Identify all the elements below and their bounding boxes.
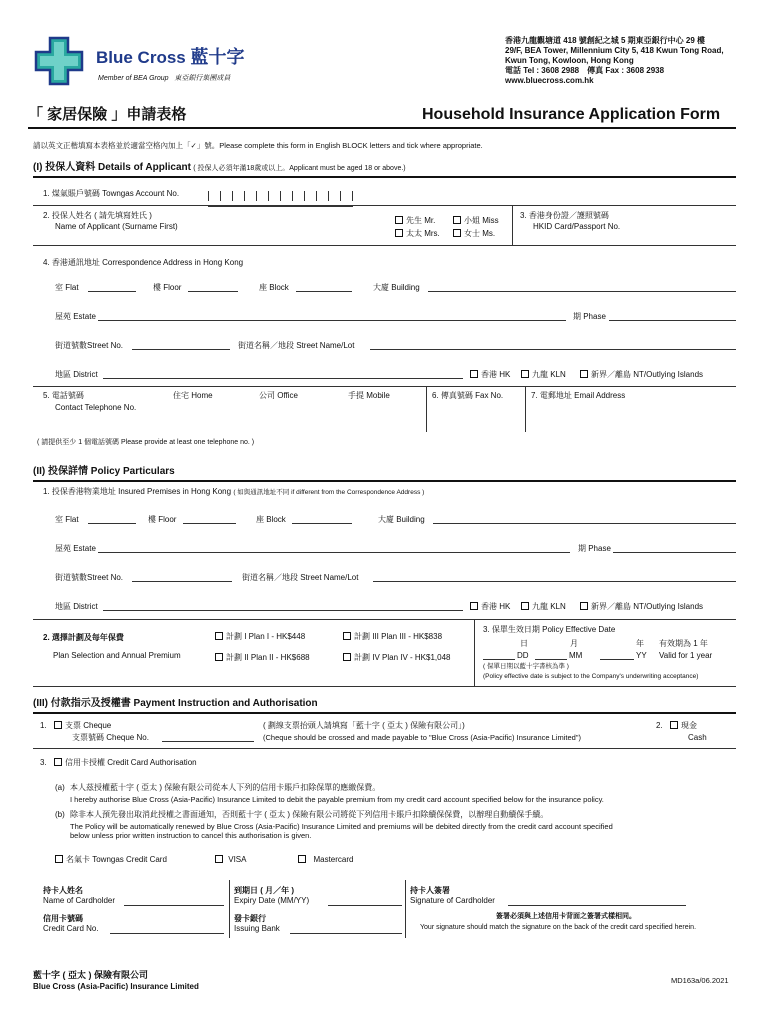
footer-company-zh: 藍十字 ( 亞太 ) 保險有限公司 — [33, 970, 148, 980]
effective-note-zh: ( 保單日期以藍十字書核為準 ) — [483, 663, 569, 670]
telephone-label-en: Contact Telephone No. — [55, 403, 137, 412]
street-no-label: 街道號數Street No. — [55, 341, 124, 350]
premises-estate-label: 屋苑 Estate — [55, 544, 96, 553]
cheque-no-field[interactable] — [162, 732, 254, 742]
cheque-no-label: 支票號碼 Cheque No. — [72, 733, 149, 742]
valid-label-zh: 有效期為 1 年 — [659, 639, 708, 648]
premises-floor-field[interactable] — [183, 514, 236, 524]
visa-option[interactable] — [215, 855, 246, 865]
title-ms[interactable] — [453, 229, 495, 239]
mr-label: 先生 Mr. — [406, 216, 436, 225]
checkbox-cheque[interactable] — [54, 721, 62, 729]
effective-month-field[interactable] — [535, 650, 567, 660]
applicant-name-label-en: Name of Applicant (Surname First) — [55, 222, 178, 231]
estate-field[interactable] — [98, 311, 566, 321]
plan-1-label: 計劃 I Plan I - HK$448 — [226, 632, 306, 641]
credit-card-option[interactable] — [54, 758, 197, 768]
cheque-note-zh: ( 劃線支票抬頭人請填寫「藍十字 ( 亞太 ) 保險有限公司」) — [263, 721, 465, 730]
cheque-note-en: (Cheque should be crossed and made payable to "Blue Cross (Asia-Pacific) Insurance Limited") — [263, 733, 581, 742]
nt-label: 新界／離島 NT/Outlying Islands — [591, 370, 704, 379]
plan-4-label: 計劃 IV Plan IV - HK$1,048 — [354, 653, 451, 662]
expiry-label-zh: 到期日 ( 月／年 ) — [234, 886, 294, 895]
website: www.bluecross.com.hk — [505, 76, 594, 85]
checkbox-hk[interactable] — [470, 370, 478, 378]
district-kln[interactable] — [521, 370, 566, 380]
premises-phase-label: 期 Phase — [578, 544, 611, 553]
issuing-bank-label-en: Issuing Bank — [234, 924, 280, 933]
divider — [474, 619, 475, 686]
footer-company-en: Blue Cross (Asia-Pacific) Insurance Limited — [33, 982, 199, 991]
hk-label: 香港 HK — [481, 370, 511, 379]
signature-note-en: Your signature should match the signature on the back of the credit card specified herein. — [420, 924, 697, 931]
block-label: 座 Block — [259, 283, 289, 292]
section-1-title: (I) 投保人資料 Details of Applicant — [33, 162, 191, 173]
telephone-note: ( 請提供至少 1 個電話號碼 Please provide at least one telephone no. ) — [37, 439, 255, 446]
correspondence-address-label: 4. 香港通訊地址 Correspondence Address in Hong Kong — [43, 258, 244, 267]
contact-tel-fax: 電話 Tel : 3608 2988 傳真 Fax : 3608 2938 — [505, 66, 665, 75]
address-en-1: 29/F, BEA Tower, Millennium City 5, 418 Kwun Tong Road, — [505, 46, 724, 55]
premises-note: ( 如與通訊地址不同 if different from the Correspondence Address ) — [233, 489, 425, 496]
insured-premises-label — [43, 487, 424, 497]
checkbox-cash[interactable] — [670, 721, 678, 729]
plan-2-label: 計劃 II Plan II - HK$688 — [226, 653, 310, 662]
form-title-en: Household Insurance Application Form — [422, 106, 721, 123]
divider — [426, 386, 427, 432]
premises-street-name-field[interactable] — [373, 572, 736, 582]
street-no-field[interactable] — [132, 340, 230, 350]
applicant-name-label-zh: 2. 投保人姓名 ( 請先填寫姓氏 ) — [43, 211, 152, 220]
towngas-label: 1. 煤氣賬戶號碼 Towngas Account No. — [43, 189, 180, 198]
plan-1[interactable] — [215, 632, 305, 642]
effective-date-label: 3. 保單生效日期 Policy Effective Date — [483, 625, 616, 634]
premises-district-kln[interactable] — [521, 602, 566, 612]
premises-district-label: 地區 District — [55, 602, 98, 611]
checkbox-ms[interactable] — [453, 229, 461, 237]
form-title-zh: 「 家居保險 」申請表格 — [28, 106, 187, 123]
card-number-label-zh: 信用卡號碼 — [43, 914, 83, 923]
form-code: MD163a/06.2021 — [671, 976, 729, 985]
clause-a-zh: 本人茲授權藍十字 ( 亞太 ) 保險有限公司從本人下列的信用卡賬戶扣除保單的應繳保費。 — [70, 783, 381, 792]
checkbox-premises-kln[interactable] — [521, 602, 529, 610]
home-phone-label[interactable]: 住宅 Home — [173, 391, 213, 400]
checkbox-plan-2[interactable] — [215, 653, 223, 661]
signature-label-en: Signature of Cardholder — [410, 896, 495, 905]
cash-label-zh: 現金 — [681, 721, 697, 730]
clause-a-en: I hereby authorise Blue Cross (Asia-Pacific) Insurance Limited to debit the payable premium from my credit card account specified below for the insurance policy. — [70, 795, 604, 804]
district-hk[interactable] — [470, 370, 510, 380]
checkbox-credit-card[interactable] — [54, 758, 62, 766]
logo-text — [96, 47, 244, 69]
office-phone-label[interactable]: 公司 Office — [259, 391, 298, 400]
mrs-label: 太太 Mrs. — [406, 229, 440, 238]
premises-street-no-label: 街道號數Street No. — [55, 573, 124, 582]
issuing-bank-label-zh: 發卡銀行 — [234, 914, 266, 923]
section-1-note: ( 投保人必須年滿18歲或以上。Applicant must be aged 18 or above.) — [193, 165, 406, 172]
effective-day-field[interactable] — [483, 650, 515, 660]
premises-district-nt[interactable] — [580, 602, 703, 612]
member-en: Member of BEA Group — [98, 75, 169, 82]
member-zh: 東亞銀行集團成員 — [174, 75, 231, 82]
checkbox-kln[interactable] — [521, 370, 529, 378]
divider — [33, 619, 736, 620]
section-1-rule — [33, 176, 736, 178]
premises-building-field[interactable] — [433, 514, 736, 524]
premises-district-hk[interactable] — [470, 602, 510, 612]
signature-field[interactable] — [508, 896, 686, 906]
signature-note-zh: 簽署必須與上述信用卡背面之簽署式樣相同。 — [496, 913, 636, 920]
expiry-field[interactable] — [328, 896, 402, 906]
premises-street-name-label: 街道名稱／地段 Street Name/Lot — [242, 573, 359, 582]
towngas-card-label: 名氣卡 Towngas Credit Card — [66, 855, 167, 864]
title-rule — [28, 127, 736, 129]
district-nt[interactable] — [580, 370, 703, 380]
checkbox-nt[interactable] — [580, 370, 588, 378]
kln-label: 九龍 KLN — [532, 370, 566, 379]
divider — [525, 386, 526, 432]
cardholder-label-zh: 持卡人姓名 — [43, 886, 83, 895]
checkbox-plan-3[interactable] — [343, 632, 351, 640]
cash-option[interactable] — [670, 721, 697, 731]
month-label-zh: 月 — [570, 639, 578, 648]
section-2-title: (II) 投保詳情 Policy Particulars — [33, 466, 175, 477]
checkbox-mastercard[interactable] — [298, 855, 306, 863]
mobile-phone-label[interactable]: 手提 Mobile — [348, 391, 390, 400]
checkbox-plan-1[interactable] — [215, 632, 223, 640]
towngas-card-option[interactable] — [55, 855, 167, 865]
checkbox-mr[interactable] — [395, 216, 403, 224]
title-mrs[interactable] — [395, 229, 440, 239]
issuing-bank-field[interactable] — [290, 924, 402, 934]
effective-year-field[interactable] — [600, 650, 634, 660]
building-field[interactable] — [428, 282, 736, 292]
plan-3[interactable] — [343, 632, 442, 642]
card-number-field[interactable] — [110, 924, 224, 934]
building-label: 大廈 Building — [373, 283, 420, 292]
checkbox-plan-4[interactable] — [343, 653, 351, 661]
divider — [405, 880, 406, 938]
title-miss[interactable] — [453, 216, 499, 226]
plan-4[interactable] — [343, 653, 451, 663]
hkid-label-zh: 3. 香港身份證／護照號碼 — [520, 211, 609, 220]
premises-floor-label: 樓 Floor — [148, 515, 177, 524]
telephone-label-zh: 5. 電話號碼 — [43, 391, 84, 400]
premises-nt-label: 新界／離島 NT/Outlying Islands — [591, 602, 704, 611]
cash-label-en: Cash — [688, 733, 707, 742]
premises-block-field[interactable] — [292, 514, 352, 524]
divider — [33, 386, 736, 387]
cardholder-field[interactable] — [124, 896, 224, 906]
address-en-2: Kwun Tong, Kowloon, Hong Kong — [505, 56, 634, 65]
premises-block-label: 座 Block — [256, 515, 286, 524]
phase-field[interactable] — [609, 311, 736, 321]
mastercard-label: Mastercard — [313, 855, 354, 864]
clause-b-marker: (b) — [55, 810, 65, 819]
yy-label: YY — [636, 651, 647, 660]
premises-kln-label: 九龍 KLN — [532, 602, 566, 611]
block-field[interactable] — [296, 282, 352, 292]
cardholder-label-en: Name of Cardholder — [43, 896, 116, 905]
premises-flat-field[interactable] — [88, 514, 136, 524]
valid-label-en: Valid for 1 year — [659, 651, 713, 660]
fax-label[interactable]: 6. 傳真號碼 Fax No. — [432, 391, 504, 400]
checkbox-premises-hk[interactable] — [470, 602, 478, 610]
divider — [229, 880, 230, 938]
clause-a-marker: (a) — [55, 783, 65, 792]
section-3-rule — [33, 712, 736, 714]
credit-card-auth-label: 信用卡授權 Credit Card Authorisation — [65, 758, 197, 767]
premises-building-label: 大廈 Building — [378, 515, 425, 524]
premises-phase-field[interactable] — [613, 543, 736, 553]
effective-note-en: (Policy effective date is subject to the Company's underwriting acceptance) — [483, 673, 699, 680]
miss-label: 小姐 Miss — [464, 216, 499, 225]
section-1-heading — [33, 162, 406, 174]
divider — [33, 205, 736, 206]
mastercard-option[interactable] — [298, 855, 353, 865]
address-zh: 香港九龍觀塘道 418 號創紀之城 5 期東亞銀行中心 29 樓 — [505, 36, 706, 45]
hkid-label-en: HKID Card/Passport No. — [533, 222, 621, 231]
floor-label: 樓 Floor — [153, 283, 182, 292]
section-2-rule — [33, 480, 736, 482]
mm-label: MM — [569, 651, 583, 660]
email-label[interactable]: 7. 電郵地址 Email Address — [531, 391, 626, 400]
clause-b-zh: 除非本人預先發出取消此授權之書面通知，否則藍十字 ( 亞太 ) 保險有限公司將從下列信用卡賬戶扣除續保保費，以辦理自動續保手續。 — [70, 810, 549, 819]
checkbox-mrs[interactable] — [395, 229, 403, 237]
plan-2[interactable] — [215, 653, 310, 663]
district-field[interactable] — [103, 369, 463, 379]
option-3-number: 3. — [40, 758, 47, 767]
street-name-field[interactable] — [370, 340, 736, 350]
instruction: 請以英文正楷填寫本表格並於適當空格內加上「✓」號。Please complete this form in English BLOCK letters and tick where appropriate. — [33, 141, 483, 150]
logo-text-zh: 藍十字 — [190, 47, 245, 67]
floor-field[interactable] — [188, 282, 238, 292]
dd-label: DD — [517, 651, 529, 660]
option-2-number: 2. — [656, 721, 663, 730]
street-name-label: 街道名稱／地段 Street Name/Lot — [238, 341, 355, 350]
premises-estate-field[interactable] — [98, 543, 570, 553]
divider — [512, 205, 513, 245]
flat-label: 室 Flat — [55, 283, 79, 292]
company-address — [505, 36, 755, 86]
signature-label-zh: 持卡人簽署 — [410, 886, 450, 895]
option-1-number: 1. — [40, 721, 47, 730]
clause-b-en-2: below unless prior written instruction to cancel this authorisation is given. — [70, 831, 312, 840]
plan-label-en: Plan Selection and Annual Premium — [53, 651, 181, 660]
estate-label: 屋苑 Estate — [55, 312, 96, 321]
day-label-zh: 日 — [520, 639, 528, 648]
visa-label: VISA — [228, 855, 247, 864]
cheque-option[interactable] — [54, 721, 111, 731]
logo-text-en: Blue Cross — [96, 48, 186, 67]
checkbox-miss[interactable] — [453, 216, 461, 224]
card-number-label-en: Credit Card No. — [43, 924, 99, 933]
premises-district-field[interactable] — [103, 601, 463, 611]
divider — [33, 748, 736, 749]
title-mr[interactable] — [395, 216, 435, 226]
plan-3-label: 計劃 III Plan III - HK$838 — [354, 632, 443, 641]
member-line — [98, 75, 230, 83]
divider — [33, 686, 736, 687]
checkbox-towngas-card[interactable] — [55, 855, 63, 863]
checkbox-premises-nt[interactable] — [580, 602, 588, 610]
cheque-label: 支票 Cheque — [65, 721, 112, 730]
plan-label-zh: 2. 選擇計劃及每年保費 — [43, 633, 124, 642]
premises-flat-label: 室 Flat — [55, 515, 79, 524]
ms-label: 女士 Ms. — [464, 229, 496, 238]
premises-hk-label: 香港 HK — [481, 602, 511, 611]
checkbox-visa[interactable] — [215, 855, 223, 863]
phase-label: 期 Phase — [573, 312, 606, 321]
premises-street-no-field[interactable] — [132, 572, 232, 582]
blue-cross-logo-icon — [34, 36, 84, 86]
divider — [33, 245, 736, 246]
expiry-label-en: Expiry Date (MM/YY) — [234, 896, 310, 905]
clause-b-en-1: The Policy will be automatically renewed by Blue Cross (Asia-Pacific) Insurance Limited and premiums will be debited directly from the credit card account specified — [70, 822, 613, 831]
premises-label-text: 1. 投保香港物業地址 Insured Premises in Hong Kong — [43, 487, 232, 496]
section-3-title: (III) 付款指示及授權書 Payment Instruction and Authorisation — [33, 698, 318, 709]
district-label: 地區 District — [55, 370, 98, 379]
year-label-zh: 年 — [636, 639, 644, 648]
flat-field[interactable] — [88, 282, 136, 292]
